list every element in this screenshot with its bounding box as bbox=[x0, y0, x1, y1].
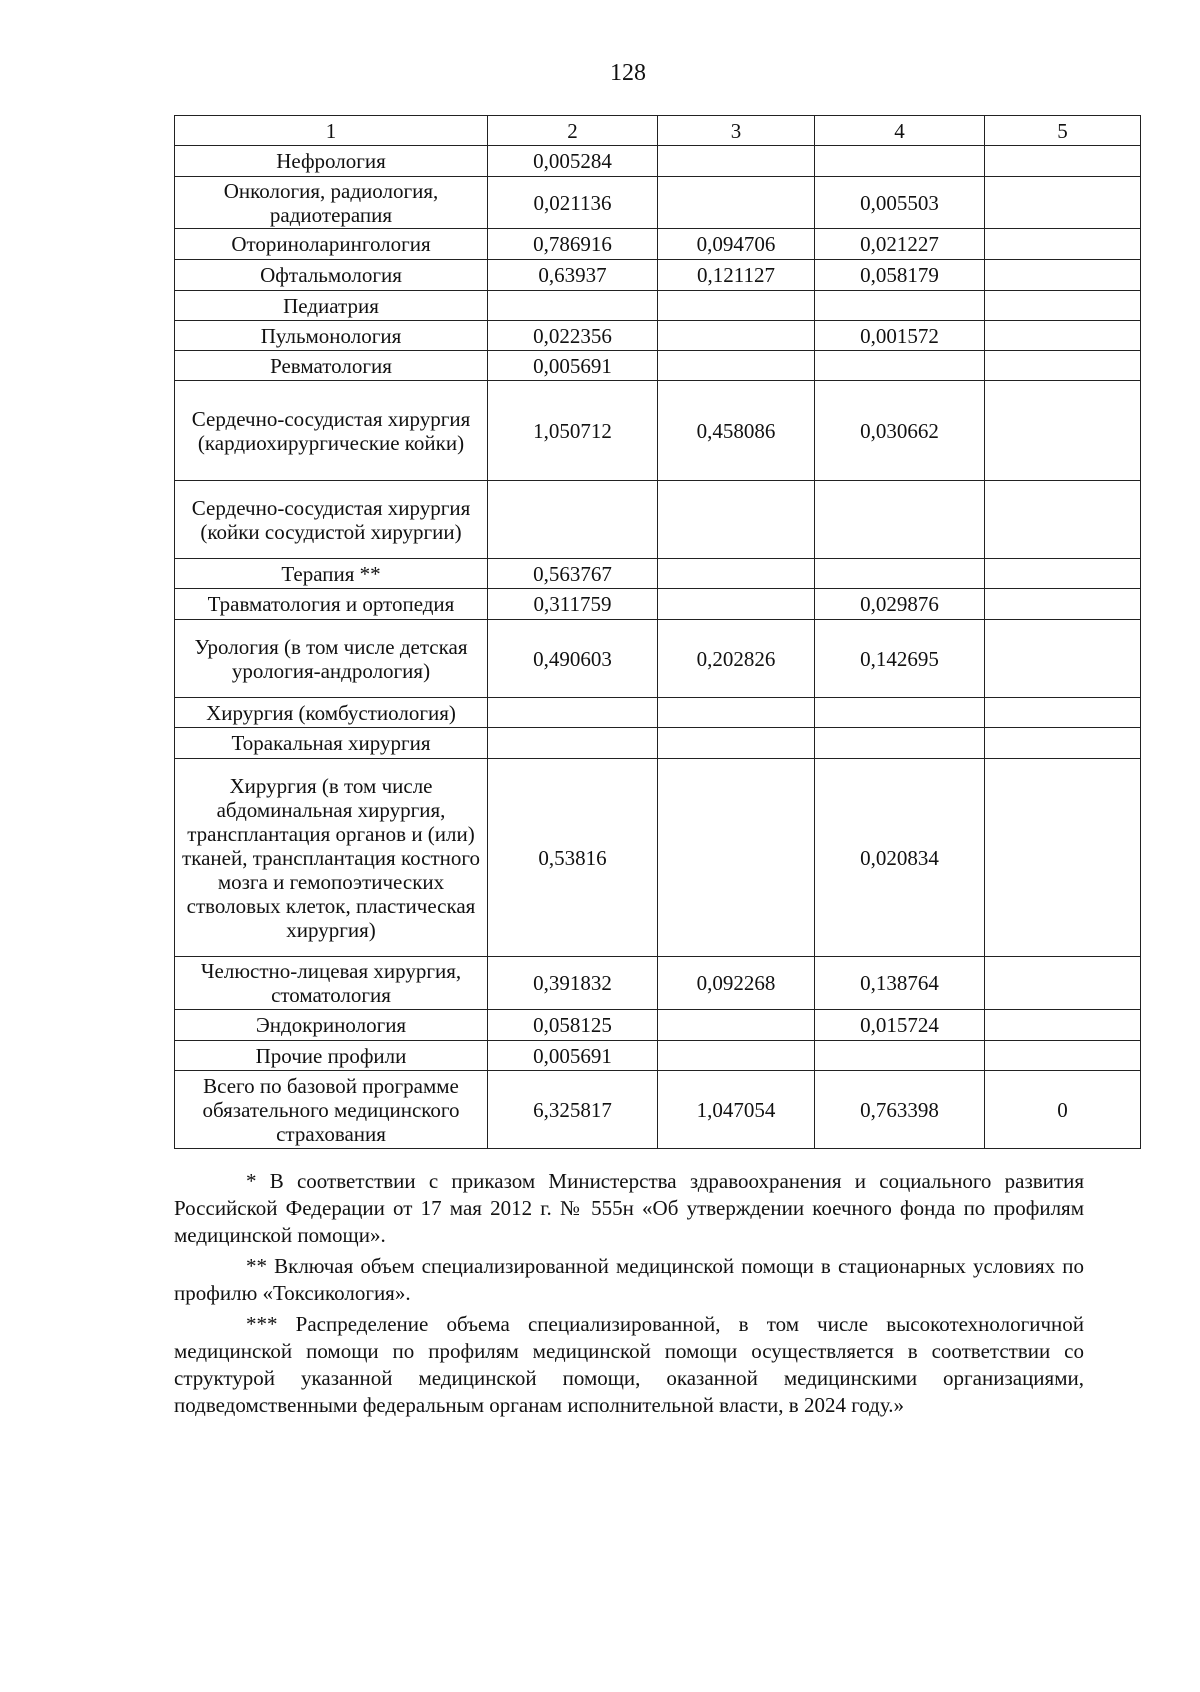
table-cell-profile: Педиатрия bbox=[175, 291, 488, 321]
table-cell-col5: 0 bbox=[985, 1071, 1141, 1149]
footnotes bbox=[174, 1168, 1084, 1423]
table-cell-col3: 0,092268 bbox=[658, 957, 815, 1010]
table-cell-col5 bbox=[985, 698, 1141, 728]
table-row bbox=[175, 481, 1141, 559]
table-row bbox=[175, 559, 1141, 589]
header-cell-1: 1 bbox=[175, 116, 488, 146]
header-cell-3: 3 bbox=[658, 116, 815, 146]
table-cell-profile: Травматология и ортопедия bbox=[175, 589, 488, 620]
table-cell-col4 bbox=[815, 351, 985, 381]
table-cell-col2: 0,563767 bbox=[488, 559, 658, 589]
table-cell-col4 bbox=[815, 146, 985, 177]
table-row bbox=[175, 728, 1141, 759]
table-cell-col5 bbox=[985, 589, 1141, 620]
table-cell-col2 bbox=[488, 698, 658, 728]
table-cell-col3 bbox=[658, 589, 815, 620]
table-cell-profile: Челюстно-лицевая хирургия, стоматология bbox=[175, 957, 488, 1010]
table-cell-profile: Всего по базовой программе обязательного медицинского страхования bbox=[175, 1071, 488, 1149]
table-cell-col2: 0,311759 bbox=[488, 589, 658, 620]
table-cell-profile: Торакальная хирургия bbox=[175, 728, 488, 759]
table-cell-col2: 0,63937 bbox=[488, 260, 658, 291]
table-cell-col4: 0,015724 bbox=[815, 1010, 985, 1041]
table-cell-col3 bbox=[658, 759, 815, 957]
table-cell-profile: Пульмонология bbox=[175, 321, 488, 351]
table-cell-col2: 1,050712 bbox=[488, 381, 658, 481]
table-row bbox=[175, 620, 1141, 698]
table-row bbox=[175, 589, 1141, 620]
table-cell-col4 bbox=[815, 698, 985, 728]
table-cell-col2 bbox=[488, 291, 658, 321]
table-cell-col4: 0,021227 bbox=[815, 229, 985, 260]
table-cell-profile: Урология (в том числе детская урология-андрология) bbox=[175, 620, 488, 698]
table-cell-col2: 0,058125 bbox=[488, 1010, 658, 1041]
table-cell-col3 bbox=[658, 291, 815, 321]
table-cell-col3 bbox=[658, 481, 815, 559]
table-cell-col5 bbox=[985, 481, 1141, 559]
header-cell-5: 5 bbox=[985, 116, 1141, 146]
table-row bbox=[175, 260, 1141, 291]
table-cell-profile: Хирургия (комбустиология) bbox=[175, 698, 488, 728]
table-cell-col4 bbox=[815, 559, 985, 589]
table-cell-col3 bbox=[658, 351, 815, 381]
table-cell-col2: 0,022356 bbox=[488, 321, 658, 351]
table-cell-col4: 0,005503 bbox=[815, 177, 985, 229]
footnote-3: *** Распределение объема специализированной, в том числе высокотехнологичной медицинской помощи по профилям медицинской помощи осуществляется в соответствии со структурой указанной медицинской помощи, оказанной медицинскими организациями, подведомственными федеральным органам исполнительной власти, в 2024 году.» bbox=[174, 1312, 1084, 1417]
table-cell-profile: Нефрология bbox=[175, 146, 488, 177]
table-row bbox=[175, 1041, 1141, 1071]
table-cell-profile: Сердечно-сосудистая хирургия (кардиохирургические койки) bbox=[175, 381, 488, 481]
table-cell-col2 bbox=[488, 481, 658, 559]
table-cell-col4: 0,763398 bbox=[815, 1071, 985, 1149]
table-cell-col4: 0,020834 bbox=[815, 759, 985, 957]
table-cell-col2: 0,005691 bbox=[488, 351, 658, 381]
footnote-1: * В соответствии с приказом Министерства здравоохранения и социального развития Российской Федерации от 17 мая 2012 г. № 555н «Об утверждении коечного фонда по профилям медицинской помощи». bbox=[174, 1169, 1084, 1247]
table-cell-col3: 1,047054 bbox=[658, 1071, 815, 1149]
table-cell-col2: 0,005691 bbox=[488, 1041, 658, 1071]
table-row bbox=[175, 291, 1141, 321]
table-cell-col2: 0,53816 bbox=[488, 759, 658, 957]
table-cell-col4: 0,138764 bbox=[815, 957, 985, 1010]
table-header-row bbox=[175, 116, 1141, 146]
table-row bbox=[175, 351, 1141, 381]
table-cell-col3: 0,202826 bbox=[658, 620, 815, 698]
table-row bbox=[175, 146, 1141, 177]
table-cell-col4: 0,029876 bbox=[815, 589, 985, 620]
table-cell-profile: Эндокринология bbox=[175, 1010, 488, 1041]
table-cell-col4 bbox=[815, 291, 985, 321]
table-cell-col5 bbox=[985, 728, 1141, 759]
table-cell-col5 bbox=[985, 957, 1141, 1010]
table-cell-col5 bbox=[985, 260, 1141, 291]
table-cell-col3 bbox=[658, 559, 815, 589]
page-number: 128 bbox=[610, 60, 646, 86]
table-cell-col5 bbox=[985, 559, 1141, 589]
table-cell-col3 bbox=[658, 728, 815, 759]
table-cell-col3 bbox=[658, 146, 815, 177]
table-row bbox=[175, 1071, 1141, 1149]
header-cell-2: 2 bbox=[488, 116, 658, 146]
table-cell-col4: 0,030662 bbox=[815, 381, 985, 481]
table-cell-col3: 0,121127 bbox=[658, 260, 815, 291]
table-cell-profile: Онкология, радиология, радиотерапия bbox=[175, 177, 488, 229]
table-cell-col3: 0,094706 bbox=[658, 229, 815, 260]
table-body bbox=[175, 116, 1141, 1149]
table-cell-col5 bbox=[985, 351, 1141, 381]
table-cell-col5 bbox=[985, 1041, 1141, 1071]
table-cell-profile: Ревматология bbox=[175, 351, 488, 381]
table-row bbox=[175, 759, 1141, 957]
table-cell-profile: Офтальмология bbox=[175, 260, 488, 291]
table-row bbox=[175, 381, 1141, 481]
table-cell-col2: 0,021136 bbox=[488, 177, 658, 229]
table-cell-col4 bbox=[815, 481, 985, 559]
table-row bbox=[175, 698, 1141, 728]
table-cell-col3: 0,458086 bbox=[658, 381, 815, 481]
table-cell-col5 bbox=[985, 620, 1141, 698]
table-cell-profile: Оториноларингология bbox=[175, 229, 488, 260]
table-cell-col5 bbox=[985, 146, 1141, 177]
table-cell-col4: 0,142695 bbox=[815, 620, 985, 698]
table-row bbox=[175, 321, 1141, 351]
table-cell-col3 bbox=[658, 1041, 815, 1071]
table-cell-col5 bbox=[985, 229, 1141, 260]
table-cell-col3 bbox=[658, 177, 815, 229]
table-cell-col3 bbox=[658, 1010, 815, 1041]
table-cell-profile: Терапия ** bbox=[175, 559, 488, 589]
table-cell-col4: 0,001572 bbox=[815, 321, 985, 351]
table-cell-profile: Прочие профили bbox=[175, 1041, 488, 1071]
table-cell-col2: 6,325817 bbox=[488, 1071, 658, 1149]
table-cell-col3 bbox=[658, 698, 815, 728]
footnote-2: ** Включая объем специализированной медицинской помощи в стационарных условиях по профилю «Токсикология». bbox=[174, 1254, 1084, 1305]
header-cell-4: 4 bbox=[815, 116, 985, 146]
table-cell-col5 bbox=[985, 321, 1141, 351]
table-cell-col5 bbox=[985, 381, 1141, 481]
table-cell-col2: 0,005284 bbox=[488, 146, 658, 177]
table-cell-col4: 0,058179 bbox=[815, 260, 985, 291]
table-row bbox=[175, 229, 1141, 260]
table-cell-col2: 0,786916 bbox=[488, 229, 658, 260]
table-cell-col5 bbox=[985, 291, 1141, 321]
table-cell-col5 bbox=[985, 1010, 1141, 1041]
table-cell-col3 bbox=[658, 321, 815, 351]
table-cell-col4 bbox=[815, 728, 985, 759]
table-cell-col5 bbox=[985, 177, 1141, 229]
table-cell-profile: Хирургия (в том числе абдоминальная хирургия, трансплантация органов и (или) тканей, трансплантация костного мозга и гемопоэтических стволовых клеток, пластическая хирургия) bbox=[175, 759, 488, 957]
table-cell-col2: 0,490603 bbox=[488, 620, 658, 698]
table-cell-col2 bbox=[488, 728, 658, 759]
table-cell-profile: Сердечно-сосудистая хирургия (койки сосудистой хирургии) bbox=[175, 481, 488, 559]
table-cell-col2: 0,391832 bbox=[488, 957, 658, 1010]
table-row bbox=[175, 177, 1141, 229]
table-cell-col4 bbox=[815, 1041, 985, 1071]
allocation-table bbox=[174, 115, 1141, 1149]
table-row bbox=[175, 1010, 1141, 1041]
table-row bbox=[175, 957, 1141, 1010]
table-cell-col5 bbox=[985, 759, 1141, 957]
